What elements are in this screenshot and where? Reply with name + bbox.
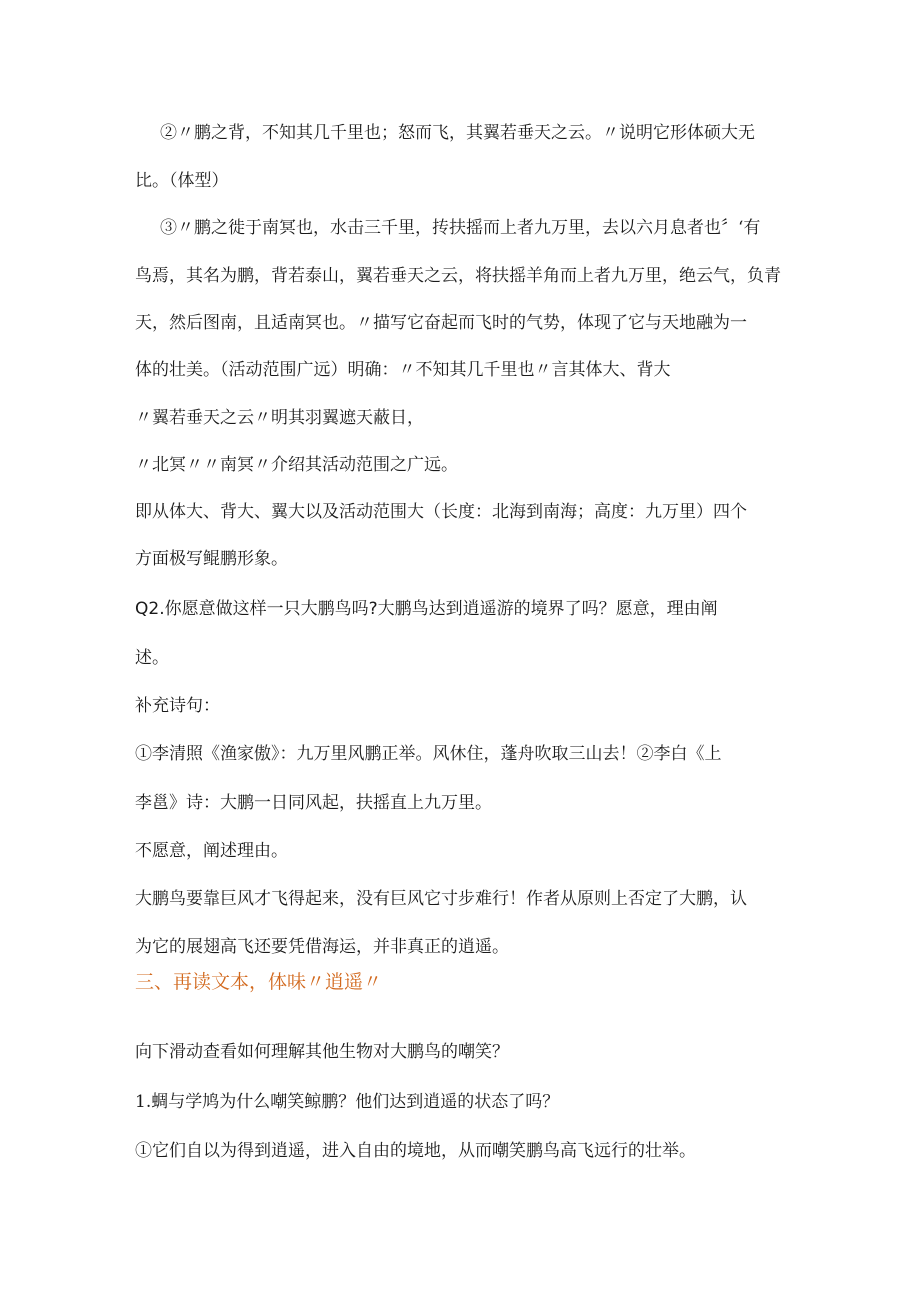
paragraph-line: 方面极写鲲鹏形象。 [135, 549, 288, 569]
question-line: Q2.你愿意做这样一只大鹏鸟吗?大鹏鸟达到逍遥游的境界了吗？愿意，理由阐 [135, 599, 718, 619]
paragraph-line: 补充诗句： [135, 696, 220, 716]
paragraph-line: 比。（体型） [135, 171, 229, 191]
paragraph-line: ②〃鹏之背，不知其几千里也；怒而飞，其翼若垂天之云。〃说明它形体硕大无 [160, 123, 755, 143]
paragraph-line: 1.蜩与学鸠为什么嘲笑鲸鹏？他们达到逍遥的状态了吗？ [135, 1092, 560, 1112]
paragraph-line: 大鹏鸟要靠巨风才飞得起来，没有巨风它寸步难行！作者从原则上否定了大鹏，认 [135, 889, 747, 909]
paragraph-line: 为它的展翅高飞还要凭借海运，并非真正的逍遥。 [135, 937, 509, 957]
section-heading: 三、再读文本，体味〃逍遥〃 [135, 971, 383, 993]
paragraph-line: 不愿意，阐述理由。 [135, 841, 288, 861]
paragraph-line: 向下滑动查看如何理解其他生物对大鹏鸟的嘲笑？ [135, 1042, 509, 1062]
paragraph-line: ①李清照《渔家傲》：九万里风鹏正举。风休住，蓬舟吹取三山去！②李白《上 [135, 744, 722, 764]
paragraph-line: 述。 [135, 648, 169, 668]
paragraph-line: 李邕》诗：大鹏一日同风起，扶摇直上九万里。 [135, 793, 492, 813]
paragraph-line: 即从体大、背大、翼大以及活动范围大（长度：北海到南海；高度：九万里）四个 [135, 502, 747, 522]
paragraph-line: 〃北冥〃〃南冥〃介绍其活动范围之广远。 [135, 455, 458, 475]
paragraph-line: 体的壮美。（活动范围广远）明确：〃不知其几千里也〃言其体大、背大 [135, 360, 671, 380]
paragraph-line: 鸟焉，其名为鹏，背若泰山，翼若垂天之云，将扶摇羊角而上者九万里，绝云气，负青 [135, 266, 781, 286]
paragraph-line: 天，然后图南，且适南冥也。〃描写它奋起而飞时的气势，体现了它与天地融为一 [135, 313, 747, 333]
paragraph-line: 〃翼若垂天之云〃明其羽翼遮天蔽日， [135, 408, 424, 428]
paragraph-line: ①它们自以为得到逍遥，进入自由的境地，从而嘲笑鹏鸟高飞远行的壮举。 [135, 1141, 696, 1161]
paragraph-line: ③〃鹏之徙于南冥也，水击三千里，抟扶摇而上者九万里，去以六月息者也〞‘有 [160, 218, 761, 238]
